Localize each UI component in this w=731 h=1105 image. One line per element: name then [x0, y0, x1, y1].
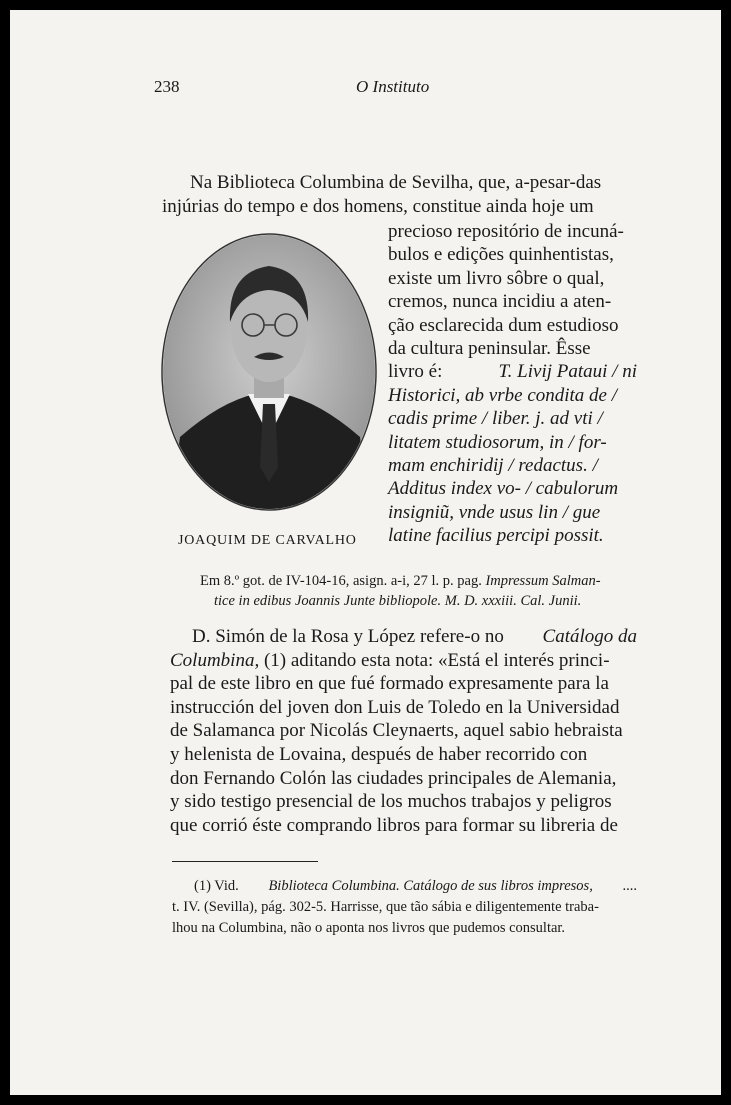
text-span-italic: latine facilius percipi possit. [388, 525, 604, 547]
text-span: .... [622, 878, 637, 894]
text-line [170, 649, 637, 673]
intro-line-1 [190, 172, 637, 194]
text-span-italic: T. Livij Pataui / ni [498, 361, 637, 383]
text-line [388, 524, 637, 547]
text-line [388, 407, 637, 430]
text-line [388, 314, 637, 337]
intro-line-2 [162, 196, 637, 218]
text-line [170, 790, 637, 814]
text-line [388, 220, 637, 243]
text-span-italic: Columbina, [170, 649, 260, 671]
text-line [388, 477, 637, 500]
text-span-italic: Catálogo da [542, 626, 637, 647]
text-span-italic: Biblioteca Columbina. Catálogo de sus libros impresos, [268, 878, 593, 894]
text-span: D. Simón de la Rosa y López refere-o no [192, 626, 504, 647]
colophon-italic: Impressum Salman- [485, 573, 601, 589]
text-line [388, 431, 637, 454]
colophon-line-2: tice in edibus Joannis Junte bibliopole. M. D. xxxiii. Cal. Junii. [214, 593, 582, 609]
text-span: da cultura peninsular. Êsse [388, 338, 591, 360]
text-span: existe um livro sôbre o qual, [388, 267, 605, 289]
text-line [170, 696, 637, 720]
page-number: 238 [154, 77, 180, 96]
running-title: O Instituto [356, 77, 430, 96]
footnote-line-2 [172, 897, 637, 918]
text-line [388, 454, 637, 477]
text-span: lhou na Columbina, não o aponta nos livros que pudemos consultar. [172, 920, 566, 936]
text-line [170, 719, 637, 743]
text-span: bulos e edições quinhentistas, [388, 244, 614, 266]
text-line [388, 360, 637, 383]
text-span: de Salamanca por Nicolás Cleynaerts, aquel sabio hebraista [170, 720, 623, 742]
text-line [388, 384, 637, 407]
text-span: livro é: [388, 361, 443, 383]
footnote-line-3 [172, 918, 637, 939]
text-span-italic: insigniũ, vnde usus lin / gue [388, 501, 601, 523]
body-paragraph [170, 625, 637, 837]
text-span: (1) Vid. [194, 878, 239, 894]
text-span: precioso repositório de incuná- [388, 221, 624, 242]
text-span: (1) aditando esta nota: «Está el interés princi- [259, 649, 610, 671]
text-span-italic: Additus index vo- / cabulorum [388, 478, 619, 500]
text-span-italic: mam enchiridij / redactus. / [388, 455, 598, 477]
colophon-line-1 [200, 571, 637, 591]
text-line [170, 625, 637, 649]
wrapped-text-column [388, 220, 637, 548]
intro-text-1: Na Biblioteca Columbina de Sevilha, que, a-pesar-das [190, 172, 602, 193]
text-span: pal de este libro en que fué formado expresamente para la [170, 673, 609, 695]
colophon-plain: Em 8.º got. de IV-104-16, asign. a-i, 27 l. p. pag. [200, 573, 482, 589]
text-span-italic: cadis prime / liber. j. ad vti / [388, 408, 603, 430]
text-span-italic: Historici, ab vrbe condita de / [388, 384, 618, 406]
text-line [388, 267, 637, 290]
text-span: cremos, nunca incidiu a aten- [388, 291, 612, 313]
text-line [170, 814, 637, 838]
text-line [388, 501, 637, 524]
portrait-photo [160, 232, 378, 512]
text-span: y helenista de Lovaina, después de haber recorrido con [170, 743, 588, 765]
text-span: y sido testigo presencial de los muchos trabajos y peligros [170, 791, 612, 813]
text-span: que corrió éste comprando libros para formar su libreria de [170, 814, 618, 836]
portrait-caption: JOAQUIM DE CARVALHO [178, 533, 357, 548]
text-span: ção esclarecida dum estudioso [388, 314, 619, 336]
text-line [170, 767, 637, 791]
portrait-image [160, 232, 378, 512]
text-span: instrucción del joven don Luis de Toledo en la Universidad [170, 696, 620, 718]
text-line [388, 290, 637, 313]
text-line [388, 337, 637, 360]
text-line [388, 243, 637, 266]
intro-text-2: injúrias do tempo e dos homens, constitue ainda hoje um [162, 196, 594, 217]
text-span-italic: litatem studiosorum, in / for- [388, 431, 607, 453]
text-span: t. IV. (Sevilla), pág. 302-5. Harrisse, que tão sábia e diligentemente traba- [172, 899, 599, 915]
colophon-note [200, 571, 637, 611]
footnote [172, 876, 637, 939]
footnote-divider [172, 861, 318, 862]
text-span: don Fernando Colón las ciudades principales de Alemania, [170, 767, 617, 789]
text-line [170, 672, 637, 696]
text-line [170, 743, 637, 767]
footnote-line-1 [172, 876, 637, 897]
